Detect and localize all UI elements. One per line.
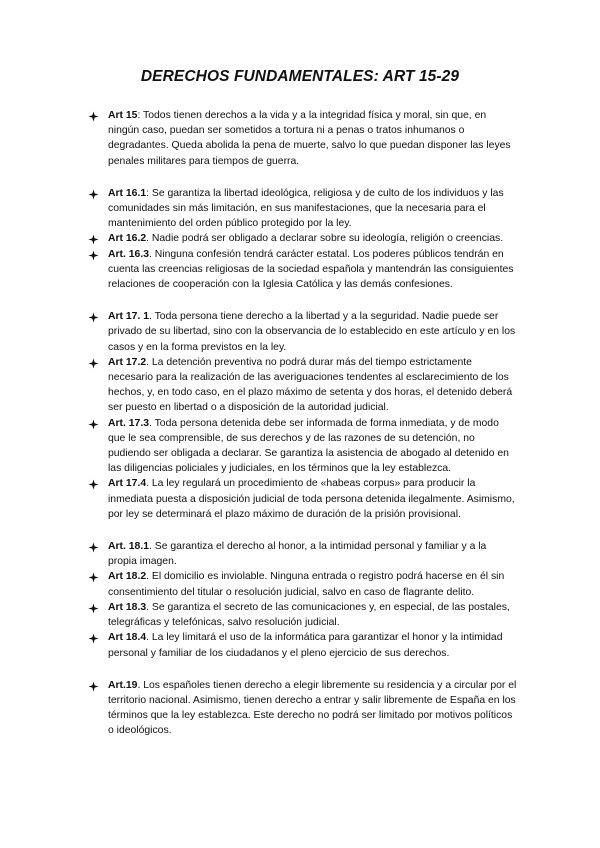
diamond-bullet-icon: [88, 419, 99, 430]
diamond-bullet-icon: [88, 312, 99, 323]
article-text: . El domicilio es inviolable. Ninguna entrada o registro podrá hacerse en él sin consentimiento del titular o resolución judicial, salvo en caso de flagrante delito.: [108, 571, 505, 598]
list-item: [88, 247, 518, 293]
article-text: . Se garantiza el derecho al honor, a la intimidad personal y familiar y a la propia imagen.: [108, 541, 487, 568]
diamond-bullet-icon: [88, 572, 99, 583]
article-text: . Se garantiza el secreto de las comunicaciones y, en especial, de las postales, telegráficas y telefónicas, salvo resolución judicial.: [108, 601, 510, 629]
article-ref: Art 16.2: [108, 233, 147, 245]
list-item: [88, 355, 518, 416]
article-ref: Art 18.3: [108, 601, 147, 613]
article-text: . La ley regulará un procedimiento de «habeas corpus» para producir la inmediata puesta a disposición judicial de toda persona detenida ilegalmente. Asimismo, por ley se determinará el plazo máximo de duración de la prisión provisional.: [108, 478, 515, 520]
list-item: [88, 630, 518, 660]
article-ref: Art. 18.1: [108, 541, 150, 553]
article-ref: Art.19: [108, 679, 138, 691]
article-ref: Art 17.2: [108, 356, 147, 368]
article-text: : Se garantiza la libertad ideológica, religiosa y de culto de los individuos y las comunidades sin más limitación, en sus manifestaciones, que la necesaria para el mantenimiento del orden público protegido por la ley.: [108, 187, 504, 230]
article-text: . Los españoles tienen derecho a elegir libremente su residencia y a circular por el territorio nacional. Asimismo, tienen derecho a entrar y salir libremente de España en los términos que la ley establezca. Este derecho no podrá ser limitado por motivos políticos o ideológicos.: [108, 679, 517, 737]
diamond-bullet-icon: [88, 250, 99, 261]
article-list: [88, 108, 518, 739]
article-text: . La ley limitará el uso de la informática para garantizar el honor y la intimidad personal y familiar de los ciudadanos y el pleno ejercicio de sus derechos.: [108, 632, 503, 659]
diamond-bullet-icon: [88, 189, 99, 200]
diamond-bullet-icon: [88, 542, 99, 553]
diamond-bullet-icon: [88, 479, 99, 490]
article-text: : Todos tienen derechos a la vida y a la integridad física y moral, sin que, en ningún caso, puedan ser sometidos a tortura ni a penas o tratos inhumanos o degradantes. Queda abolida la pena de muerte, salvo lo que puedan disponer las leyes penales militares para tiempos de guerra.: [108, 110, 511, 167]
diamond-bullet-icon: [88, 358, 99, 369]
list-item: [88, 416, 518, 477]
list-item: [88, 678, 518, 739]
article-ref: Art 16.1: [108, 187, 147, 199]
diamond-bullet-icon: [88, 681, 99, 692]
article-text: . Ninguna confesión tendrá carácter estatal. Los poderes públicos tendrán en cuenta las creencias religiosas de la sociedad española y mantendrán las consiguientes relaciones de cooperación con la Iglesia Católica y las demás confesiones.: [108, 248, 514, 291]
list-item: [88, 309, 518, 355]
article-text: . Toda persona detenida debe ser informada de forma inmediata, y de modo que le sea comprensible, de sus derechos y de las razones de su detención, no pudiendo ser obligada a declarar. Se garantiza la asistencia de abogado al detenido en las diligencias policiales y judiciales, en los términos que la ley establezca.: [108, 417, 509, 475]
diamond-bullet-icon: [88, 234, 99, 245]
article-text: . Nadie podrá ser obligado a declarar sobre su ideología, religión o creencias.: [146, 233, 504, 245]
diamond-bullet-icon: [88, 633, 99, 644]
article-ref: Art. 16.3: [108, 248, 150, 260]
diamond-bullet-icon: [88, 111, 99, 122]
article-ref: Art 15: [108, 110, 138, 121]
article-ref: Art 17.4: [108, 478, 147, 490]
diamond-bullet-icon: [88, 603, 99, 614]
article-text: . Toda persona tiene derecho a la libertad y a la seguridad. Nadie puede ser privado de su libertad, sino con la observancia de lo establecido en este artículo y en los casos y en la forma previstos en la ley.: [108, 311, 516, 353]
article-ref: Art 18.2: [108, 571, 147, 583]
list-item: [88, 600, 518, 630]
list-item: [88, 569, 518, 599]
article-text: . La detención preventiva no podrá durar más del tiempo estrictamente necesario para la realización de las averiguaciones tendentes al esclarecimiento de los hechos, y, en todo caso, en el plazo máximo de setenta y dos horas, el detenido deberá ser puesto en libertad o a disposición de la autoridad judicial.: [108, 356, 513, 414]
list-item: [88, 186, 518, 232]
article-ref: Art. 17.3: [108, 417, 150, 429]
article-ref: Art 18.4: [108, 632, 147, 644]
article-ref: Art 17. 1: [108, 311, 150, 323]
list-item: [88, 539, 518, 569]
list-item: [88, 108, 518, 169]
list-item: [88, 231, 518, 246]
page-title: DERECHOS FUNDAMENTALES: ART 15-29: [140, 68, 460, 85]
list-item: [88, 476, 518, 522]
